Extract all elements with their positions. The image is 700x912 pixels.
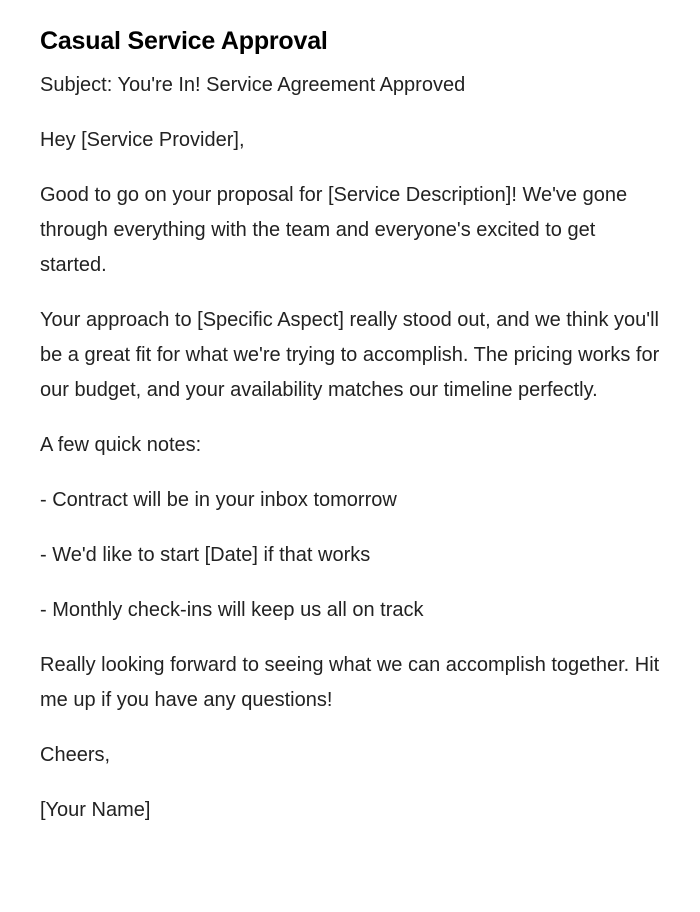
- greeting: Hey [Service Provider],: [40, 129, 245, 151]
- note-item-contract: - Contract will be in your inbox tomorrow: [40, 489, 397, 511]
- document-title: Casual Service Approval: [40, 27, 328, 55]
- body-paragraph-2: Your approach to [Specific Aspect] really stood out, and we think you'll be a great fit for what we're trying to accomplish. The pricing works for our budget, and your availability matches our timeline perfectly.: [40, 309, 660, 401]
- closing-paragraph: Really looking forward to seeing what we can accomplish together. Hit me up if you have any questions!: [40, 654, 660, 711]
- body-paragraph-1: Good to go on your proposal for [Service Description]! We've gone through everything with the team and everyone's excited to get started.: [40, 184, 628, 276]
- sign-off: Cheers,: [40, 744, 111, 766]
- note-item-start-date: - We'd like to start [Date] if that works: [40, 544, 371, 566]
- notes-intro: A few quick notes:: [40, 434, 202, 456]
- subject-line: Subject: You're In! Service Agreement Approved: [40, 74, 466, 96]
- signature: [Your Name]: [40, 799, 151, 821]
- note-item-check-ins: - Monthly check-ins will keep us all on track: [40, 599, 424, 621]
